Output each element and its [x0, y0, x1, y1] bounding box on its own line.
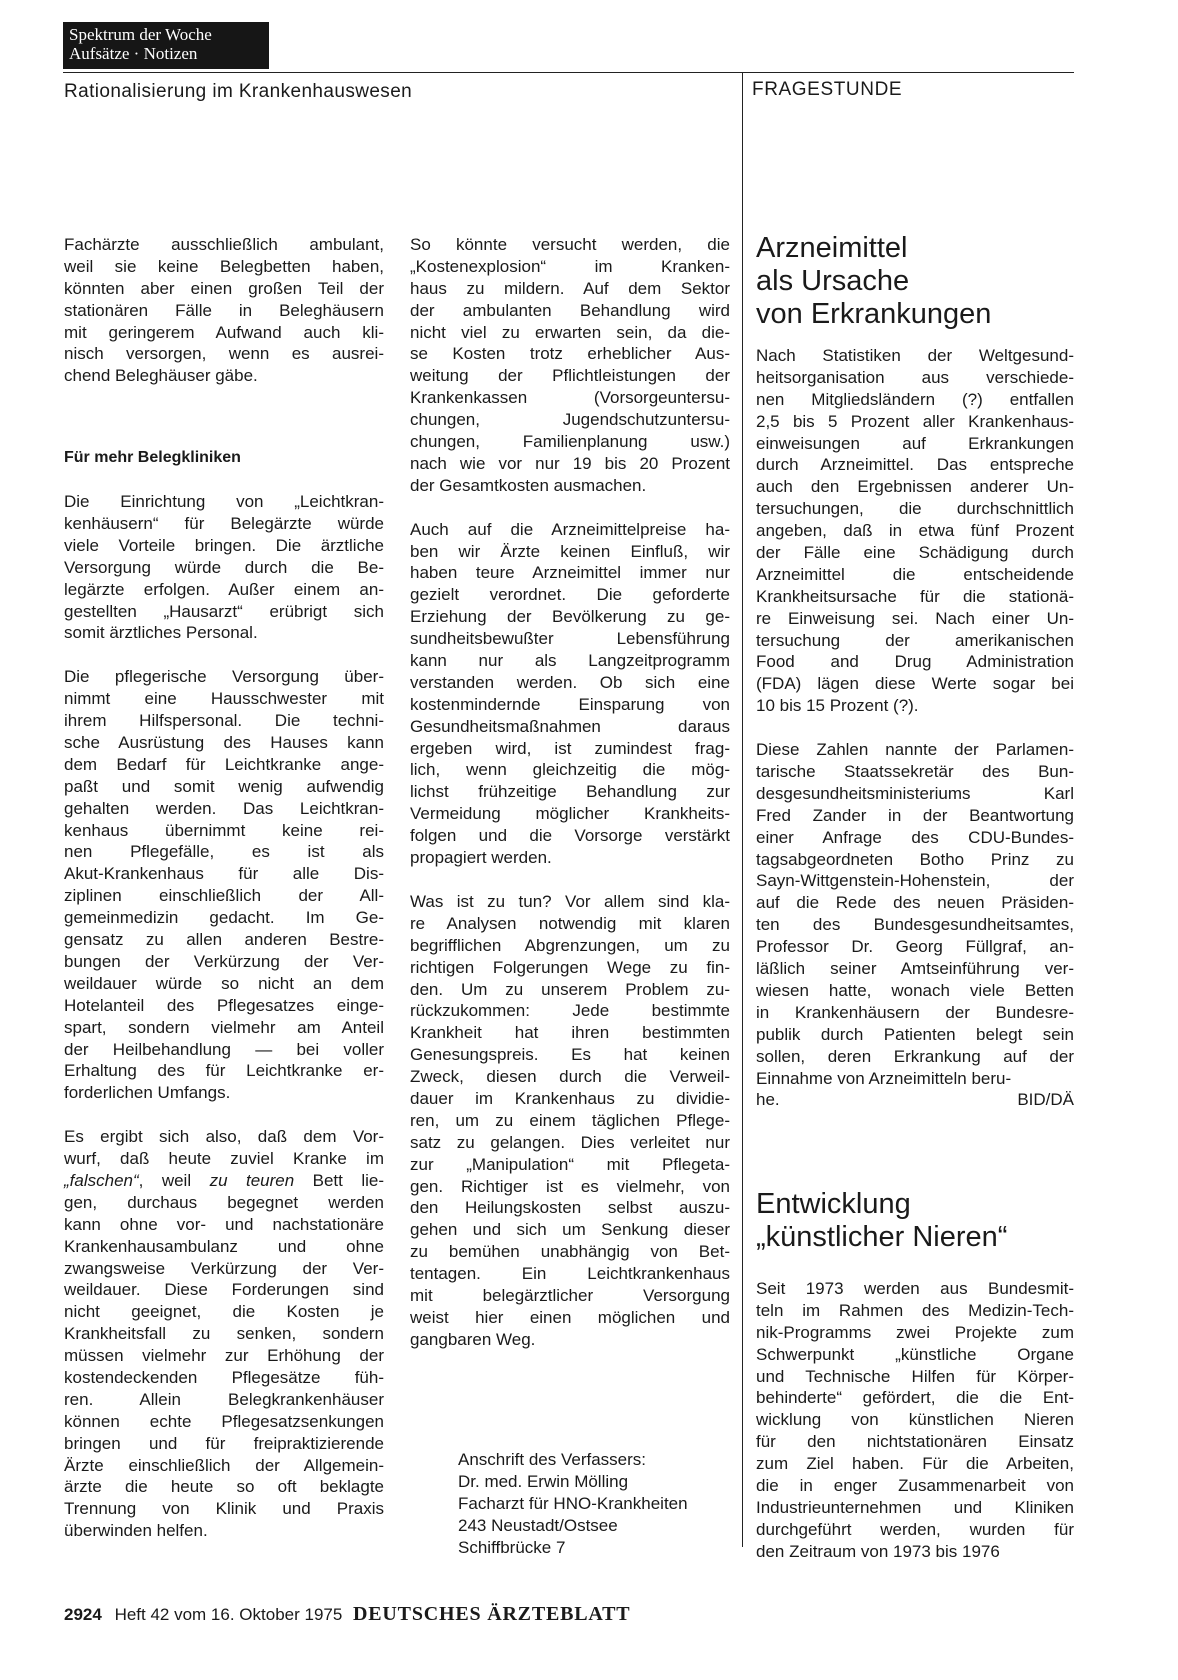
paragraph: [64, 491, 384, 644]
text-line: teln im Rahmen des Medizin-Tech-: [756, 1300, 1074, 1320]
text-line: legärzte erfolgen. Außer einem an-: [64, 579, 384, 599]
text-line: 10 bis 15 Prozent (?).: [756, 696, 919, 716]
page-number: 2924: [64, 1605, 102, 1624]
column-divider: [742, 72, 743, 1547]
text-line: kenhäusern“ für Belegärzte würde: [64, 514, 384, 534]
text-line: den Zeitraum von 1973 bis 1976: [756, 1541, 1000, 1561]
text-line: ben wir Ärzte keinen Einfluß, wir: [410, 541, 730, 561]
text-line: haben teure Arzneimittel immer nur: [410, 563, 730, 583]
text-line: 2,5 bis 5 Prozent aller Krankenhaus-: [756, 411, 1074, 431]
text-line: haus zu mildern. Auf dem Sektor: [410, 278, 730, 298]
text-line: tentagen. Ein Leichtkrankenhaus: [410, 1264, 730, 1284]
paragraph: [756, 345, 1074, 717]
text-line: zu bemühen unabhängig von Bet-: [410, 1242, 730, 1262]
text-line: dem Bedarf für Leichtkranke ange-: [64, 754, 384, 774]
text-line: gestellten „Hausarzt“ erübrigt sich: [64, 601, 384, 621]
text-line: wurf, daß heute zuviel Kranke im: [64, 1149, 384, 1169]
text-line: nisch versorgen, wenn es ausrei-: [64, 344, 384, 364]
text-line: desgesundheitsministeriums Karl: [756, 783, 1074, 803]
text-line: Gesundheitsmaßnahmen daraus: [410, 716, 730, 736]
text-line: sche Ausrüstung des Hauses kann: [64, 733, 384, 753]
text-line: begrifflichen Abgrenzungen, um zu: [410, 935, 730, 955]
text-line: Krankheitsursache für die stationä-: [756, 586, 1074, 606]
text-line: chungen, Jugendschutzuntersu-: [410, 410, 730, 430]
section-label-line2: Aufsätze · Notizen: [69, 44, 198, 63]
text-line: einweisungen auf Erkrankungen: [756, 433, 1074, 453]
text-line: von Erkrankungen: [756, 298, 992, 330]
text-line: tagsabgeordneten Botho Prinz zu: [756, 849, 1074, 869]
text-line: weitung der Pflichtleistungen der: [410, 366, 730, 386]
text-line: Ärzte einschließlich der Allgemein-: [64, 1455, 384, 1475]
text-line: zur „Manipulation“ mit Pflegeta-: [410, 1154, 730, 1174]
text-line: gemeinmedizin gedacht. Im Ge-: [64, 908, 384, 928]
text-line: Vermeidung möglicher Krankheits-: [410, 804, 730, 824]
text-line: re Einweisung sei. Nach einer Un-: [756, 608, 1074, 628]
text-line: Was ist zu tun? Vor allem sind kla-: [410, 891, 730, 911]
text-line: Akut-Krankenhaus für alle Dis-: [64, 864, 384, 884]
text-line: forderlichen Umfangs.: [64, 1083, 231, 1103]
text-line: sundheitsbewußter Lebensführung: [410, 629, 730, 649]
text-line: den Heilungskosten selbst auszu-: [410, 1198, 730, 1218]
text-line: Erziehung der Bevölkerung zu ge-: [410, 607, 730, 627]
text-line: Facharzt für HNO-Krankheiten: [458, 1493, 688, 1513]
text-line: Die Einrichtung von „Leichtkran-: [64, 492, 384, 512]
text-line: die in enger Zusammenarbeit von: [756, 1476, 1074, 1496]
text-line: Sayn-Wittgenstein-Hohenstein, der: [756, 871, 1074, 891]
section-title-left: Rationalisierung im Krankenhauswesen: [64, 81, 413, 102]
paragraph: [410, 891, 730, 1351]
text-line: gehalten werden. Das Leichtkran-: [64, 798, 384, 818]
text-line: Arzneimittel: [756, 232, 908, 264]
paragraph: [64, 234, 384, 387]
text-line: sollen, deren Erkrankung auf der: [756, 1046, 1074, 1066]
text-line: und Technische Hilfen für Körper-: [756, 1366, 1074, 1386]
text-line: ihrem Hilfspersonal. Die techni-: [64, 711, 384, 731]
text-line: Die pflegerische Versorgung über-: [64, 667, 384, 687]
text-line: kann ohne vor- und nachstationäre: [64, 1214, 384, 1234]
paragraph: [756, 1278, 1074, 1563]
text-line: spart, sondern vielmehr am Anteil: [64, 1017, 384, 1037]
text-line: Industrieunternehmen und Kliniken: [756, 1497, 1074, 1517]
text-line: satz zu gelangen. Dies verleitet nur: [410, 1132, 730, 1152]
text-line: viele Vorteile bringen. Die ärztliche: [64, 535, 384, 555]
source-credit: BID/DÄ: [1017, 1090, 1074, 1110]
text-line: folgen und die Vorsorge verstärkt: [410, 826, 730, 846]
text-line: läßlich seiner Amtseinführung ver-: [756, 959, 1074, 979]
section-title-right: FRAGESTUNDE: [752, 79, 903, 100]
text-line: Versorgung würde durch die Be-: [64, 557, 384, 577]
text-line: Hotelanteil des Pflegesatzes einge-: [64, 995, 384, 1015]
text-line: Genesungspreis. Es hat keinen: [410, 1045, 730, 1065]
text-line: Arzneimittel die entscheidende: [756, 564, 1074, 584]
text-line: „falschen“, weil zu teuren Bett lie-: [64, 1170, 384, 1190]
column-1: [64, 234, 384, 1542]
paragraph: [756, 739, 1074, 1089]
text-line: nach wie vor nur 19 bis 20 Prozent: [410, 453, 730, 473]
text-line: gensatz zu allen anderen Bestre-: [64, 930, 384, 950]
text-line: kostenmindernde Einsparung von: [410, 694, 730, 714]
text-line: Es ergibt sich also, daß dem Vor-: [64, 1127, 384, 1147]
text-line: Dr. med. Erwin Mölling: [458, 1471, 629, 1491]
text-line: somit ärztliches Personal.: [64, 623, 258, 643]
text-line: kostendeckenden Pflegesätze füh-: [64, 1367, 384, 1387]
text-line: als Ursache: [756, 265, 910, 297]
text-line: Erhaltung des für Leichtkranke er-: [64, 1061, 384, 1081]
column-2: [410, 234, 730, 1351]
text-line: müssen vielmehr zur Erhöhung der: [64, 1346, 384, 1366]
text-line: mit geringerem Aufwand auch kli-: [64, 322, 384, 342]
text-line: weildauer würde so nicht an dem: [64, 973, 384, 993]
article-body: [756, 345, 1074, 1111]
text-line: Auch auf die Arzneimittelpreise ha-: [410, 519, 730, 539]
text-line: verstanden werden. Ob sich eine: [410, 672, 730, 692]
article-headline: [756, 232, 991, 331]
paragraph: [64, 1126, 384, 1542]
text-line: bungen der Verkürzung der Ver-: [64, 951, 384, 971]
italic-text: zu teuren: [209, 1170, 295, 1190]
text-line: chungen, Familienplanung usw.): [410, 432, 730, 452]
text-line: (FDA) lägen diese Werte sogar bei: [756, 674, 1074, 694]
text-line: Zweck, diesen durch die Verweil-: [410, 1067, 730, 1087]
text-line: nicht viel zu erwarten sein, da die-: [410, 322, 730, 342]
text-line: lich, wenn gleichzeitig die mög-: [410, 760, 730, 780]
text-line: richtigen Folgerungen Wege zu fin-: [410, 957, 730, 977]
text-line: lichst frühzeitige Behandlung zur: [410, 782, 730, 802]
text-line: ten des Bundesgesundheitsamtes,: [756, 915, 1074, 935]
magazine-title: DEUTSCHES ÄRZTEBLATT: [353, 1603, 631, 1625]
paragraph: [64, 666, 384, 1104]
page-footer: [64, 1603, 630, 1626]
section-label-line1: Spektrum der Woche: [69, 25, 212, 44]
text-line: nen Mitgliedsländern (?) entfallen: [756, 389, 1074, 409]
author-address: [458, 1449, 688, 1559]
text-line: der Heilbehandlung — bei voller: [64, 1039, 384, 1059]
text-line: Krankenhausambulanz und ohne: [64, 1236, 384, 1256]
text-line: angeben, daß in etwa fünf Prozent: [756, 521, 1074, 541]
text-line: Food and Drug Administration: [756, 652, 1074, 672]
text-line: auf die Rede des neuen Präsiden-: [756, 893, 1074, 913]
text-line: gen, durchaus begegnet werden: [64, 1192, 384, 1212]
text-line: publik durch Patienten belegt sein: [756, 1024, 1074, 1044]
text-line: der ambulanten Behandlung wird: [410, 300, 730, 320]
text-line: mit belegärztlicher Versorgung: [410, 1285, 730, 1305]
text-line: rückzukommen: Jede bestimmte: [410, 1001, 730, 1021]
text-line: behinderte“ gefördert, die die Ent-: [756, 1388, 1074, 1408]
section-label-box: [63, 22, 269, 69]
text-line: durchgeführt werden, wurden für: [756, 1519, 1074, 1539]
text-line: re Analysen notwendig mit klaren: [410, 913, 730, 933]
text-line: ren, um zu einem täglichen Pflege-: [410, 1110, 730, 1130]
text-line: Diese Zahlen nannte der Parlamen-: [756, 740, 1074, 760]
text-line: nik-Programms zwei Projekte zum: [756, 1322, 1074, 1342]
text-line: zwangsweise Verkürzung der Ver-: [64, 1258, 384, 1278]
text-line: Nach Statistiken der Weltgesund-: [756, 346, 1074, 365]
text-line: Anschrift des Verfassers:: [458, 1450, 647, 1469]
text-line: tersuchung der amerikanischen: [756, 630, 1074, 650]
paragraph: [410, 519, 730, 869]
issue-info: Heft 42 vom 16. Oktober 1975: [114, 1605, 343, 1624]
text-line: ärzte die heute so oft beklagte: [64, 1477, 384, 1497]
text-line: durch Arzneimittel. Das entspreche: [756, 455, 1074, 475]
text-line: könnten aber einen großen Teil der: [64, 278, 384, 298]
text-line: der Gesamtkosten ausmachen.: [410, 475, 647, 495]
text-line: dauer im Krankenhaus zu dividie-: [410, 1088, 730, 1108]
text-line: auch den Ergebnissen anderer Un-: [756, 477, 1074, 497]
text-line: Schiffbrücke 7: [458, 1537, 566, 1557]
text-line: in Krankenhäusern der Bundesre-: [756, 1002, 1074, 1022]
text-line: den. Um zu unserem Problem zu-: [410, 979, 730, 999]
text-line: gezielt verordnet. Die geforderte: [410, 585, 730, 605]
text-line: für den nichtstationären Einsatz: [756, 1432, 1074, 1452]
text-line: wicklung von künstlichen Nieren: [756, 1410, 1074, 1430]
source-line: he. BID/DÄ: [756, 1090, 1074, 1110]
text-line: kann nur als Langzeitprogramm: [410, 651, 730, 671]
text-line: Krankenkassen (Vorsorgeuntersu-: [410, 388, 730, 408]
subheading: Für mehr Belegkliniken: [64, 449, 241, 467]
text-line: ergeben wird, ist zumindest frag-: [410, 738, 730, 758]
text-line: Seit 1973 werden aus Bundesmit-: [756, 1279, 1074, 1298]
text-line: ren. Allein Belegkrankenhäuser: [64, 1389, 384, 1409]
text-line: heitsorganisation aus verschiede-: [756, 367, 1074, 387]
text-line: propagiert werden.: [410, 848, 552, 868]
text-line: bringen und für freipraktizierende: [64, 1433, 384, 1453]
text-line: So könnte versucht werden, die: [410, 235, 730, 254]
text-line: „Kostenexplosion“ im Kranken-: [410, 256, 730, 276]
paragraph: [410, 234, 730, 497]
text-line: können echte Pflegesatzsenkungen: [64, 1411, 384, 1431]
text-line: nen Pflegefälle, es ist als: [64, 842, 384, 862]
text-line: gen. Richtiger ist es vielmehr, von: [410, 1176, 730, 1196]
text-line: tersuchungen, die durchschnittlich: [756, 499, 1074, 519]
article-headline: [756, 1188, 1007, 1254]
text-line: nicht geeignet, die Kosten je: [64, 1302, 384, 1322]
text-line: kenhaus übernimmt keine rei-: [64, 820, 384, 840]
text-line: weist hier einen möglichen und: [410, 1307, 730, 1327]
text-line: der Fälle eine Schädigung durch: [756, 543, 1074, 563]
text-line: Fachärzte ausschließlich ambulant,: [64, 235, 384, 254]
article-body: [756, 1278, 1074, 1563]
text-line: tarische Staatssekretär des Bun-: [756, 762, 1074, 782]
text-line: nimmt eine Hausschwester mit: [64, 689, 384, 709]
text-line: einer Anfrage des CDU-Bundes-: [756, 827, 1074, 847]
text-line: Entwicklung: [756, 1188, 911, 1220]
text-line: 243 Neustadt/Ostsee: [458, 1515, 618, 1535]
top-rule: [63, 72, 1074, 73]
text-line: stationären Fälle in Beleghäusern: [64, 300, 384, 320]
text-line: Professor Dr. Georg Füllgraf, an-: [756, 937, 1074, 957]
italic-text: „falschen“: [64, 1170, 139, 1190]
text-line: paßt und somit wenig aufwendig: [64, 776, 384, 796]
text-line: gehen und sich um Senkung dieser: [410, 1220, 730, 1240]
text-line: „künstlicher Nieren“: [756, 1221, 1008, 1253]
text-line: gangbaren Weg.: [410, 1329, 536, 1349]
text-line: chend Beleghäuser gäbe.: [64, 366, 258, 386]
text-line: zum Ziel haben. Für die Arbeiten,: [756, 1454, 1074, 1474]
text-line: weil sie keine Belegbetten haben,: [64, 256, 384, 276]
text-line: wiesen hatte, wonach viele Betten: [756, 980, 1074, 1000]
text-line: weildauer. Diese Forderungen sind: [64, 1280, 384, 1300]
text-line: Krankheit hat ihren bestimmten: [410, 1023, 730, 1043]
text-line: se Kosten trotz erheblicher Aus-: [410, 344, 730, 364]
text-line: überwinden helfen.: [64, 1521, 208, 1541]
text-line: Schwerpunkt „künstliche Organe: [756, 1344, 1074, 1364]
text-line: Einnahme von Arzneimitteln beru-: [756, 1068, 1012, 1088]
text-line: Fred Zander in der Beantwortung: [756, 805, 1074, 825]
text-line: Krankheitsfall zu senken, sondern: [64, 1324, 384, 1344]
text-line: Trennung von Klinik und Praxis: [64, 1499, 384, 1519]
text-line: ziplinen einschließlich der All-: [64, 886, 384, 906]
